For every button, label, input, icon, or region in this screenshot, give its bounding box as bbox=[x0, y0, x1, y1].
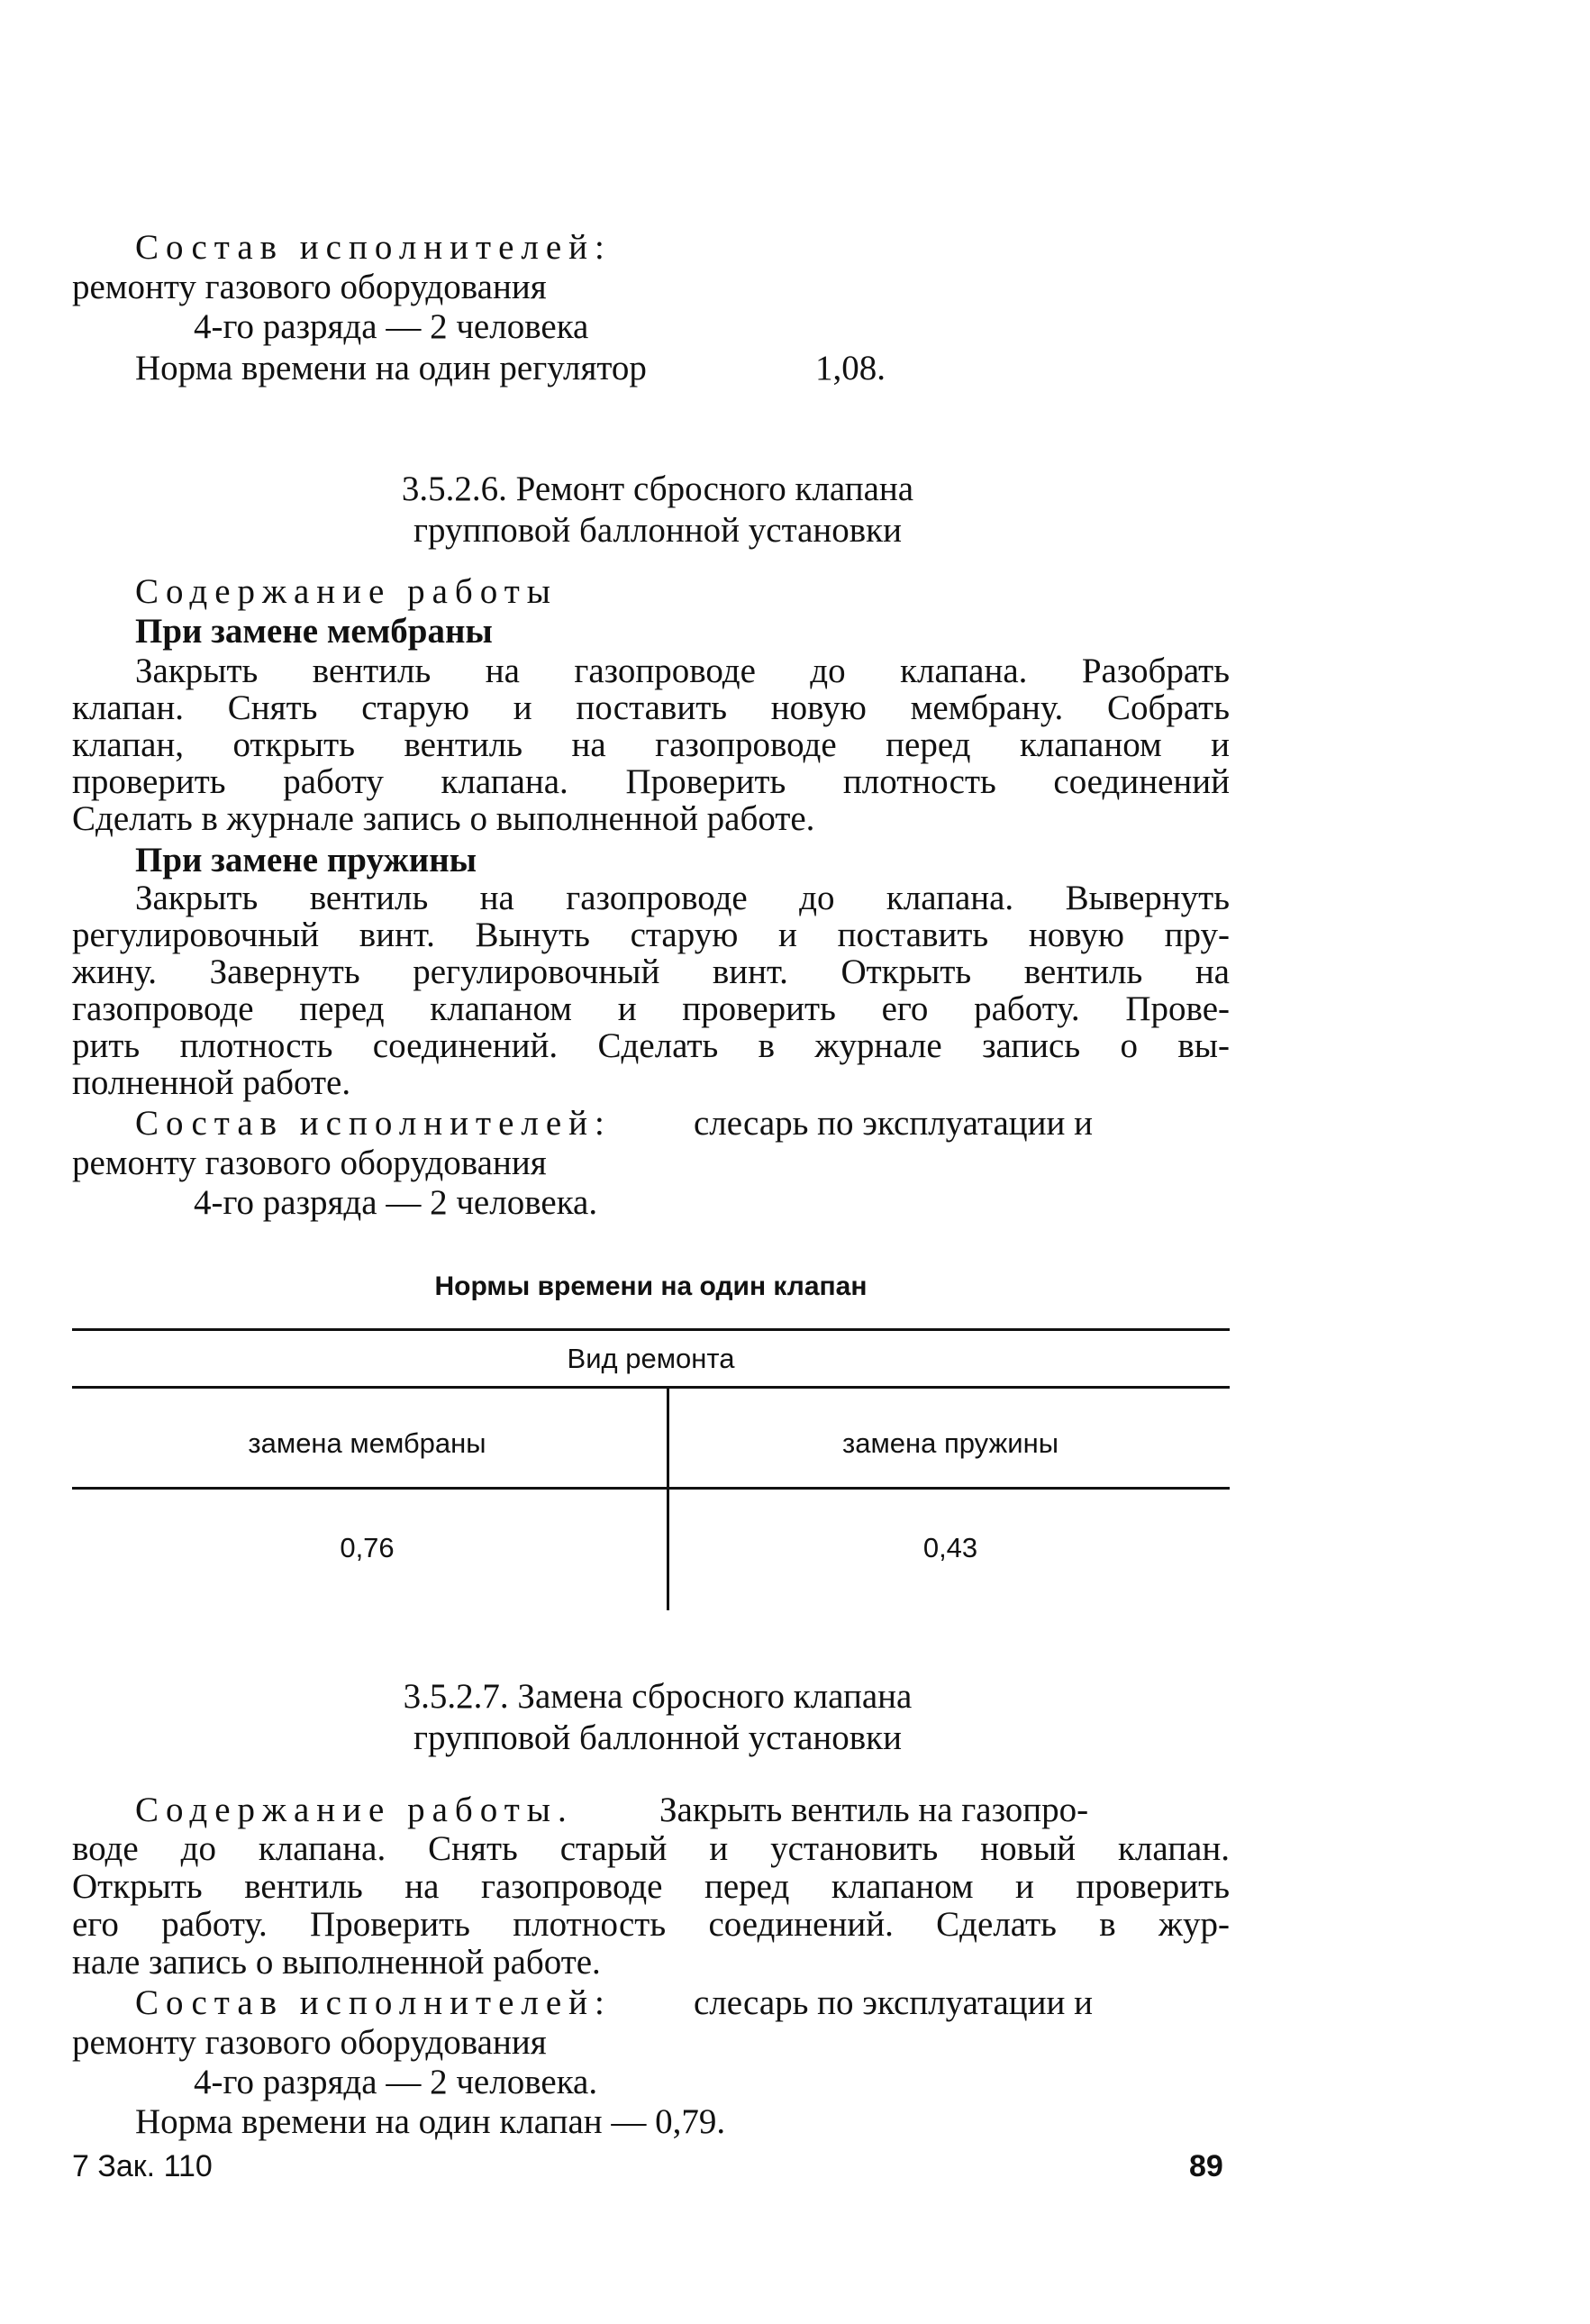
section-3527-content-line: его работу. Проверить плотность соединений. Сделать в жур- bbox=[72, 1905, 1230, 1944]
membrane-line: Закрыть вентиль на газопроводе до клапана. Разобрать bbox=[135, 652, 1230, 690]
section-3527-composition-rest: слесарь по эксплуатации и bbox=[694, 1983, 1094, 2022]
table-top-rule bbox=[72, 1328, 1230, 1331]
section-3527-content-line: нале запись о выполненной работе. bbox=[72, 1943, 601, 1982]
membrane-line: Сделать в журнале запись о выполненной работе. bbox=[72, 799, 815, 838]
spring-line: полненной работе. bbox=[72, 1063, 351, 1102]
section-3527-content-line: Открыть вентиль на газопроводе перед клапаном и проверить bbox=[72, 1867, 1230, 1906]
spring-line: рить плотность соединений. Сделать в журнале запись о вы- bbox=[72, 1026, 1230, 1065]
section-3527-title-line1: 3.5.2.7. Замена сбросного клапана bbox=[403, 1677, 913, 1716]
membrane-line: клапан. Снять старую и поставить новую мембрану. Собрать bbox=[72, 688, 1230, 727]
composition-line-top-3: 4-го разряда — 2 человека bbox=[194, 307, 589, 346]
table-body-rule bbox=[72, 1487, 1230, 1490]
table-value-spring: 0,43 bbox=[922, 1532, 978, 1563]
section-3526-composition-line2: ремонту газового оборудования bbox=[72, 1144, 547, 1182]
spring-line: жину. Завернуть регулировочный винт. Открыть вентиль на bbox=[72, 952, 1230, 991]
section-3527-composition-line2: ремонту газового оборудования bbox=[72, 2023, 547, 2062]
spring-line: Закрыть вентиль на газопроводе до клапана. Вывернуть bbox=[135, 879, 1230, 917]
table-column-divider bbox=[667, 1388, 669, 1610]
membrane-line: клапан, открыть вентиль на газопроводе перед клапаном и bbox=[72, 725, 1230, 764]
table-col-header-spring: замена пружины bbox=[842, 1427, 1058, 1459]
section-3527-content-label: Содержание работы. bbox=[135, 1791, 574, 1829]
section-3526-composition-line3: 4-го разряда — 2 человека. bbox=[194, 1183, 598, 1222]
norm-regulator-text: Норма времени на один регулятор bbox=[135, 349, 647, 387]
spring-line: регулировочный винт. Вынуть старую и поставить новую пру- bbox=[72, 916, 1230, 954]
composition-label-top: Состав исполнителей: bbox=[135, 228, 612, 267]
section-3526-composition-label: Состав исполнителей: bbox=[135, 1104, 612, 1143]
section-3526-content-label: Содержание работы bbox=[135, 572, 558, 611]
membrane-line: проверить работу клапана. Проверить плотность соединений bbox=[72, 762, 1230, 801]
table-col-header-membrane: замена мембраны bbox=[248, 1427, 486, 1459]
section-3527-norm-line: Норма времени на один клапан — 0,79. bbox=[135, 2102, 726, 2141]
table-value-membrane: 0,76 bbox=[340, 1532, 395, 1563]
norms-table-caption: Нормы времени на один клапан bbox=[434, 1271, 868, 1301]
section-3527-composition-label: Состав исполнителей: bbox=[135, 1983, 612, 2022]
membrane-heading: При замене мембраны bbox=[135, 612, 493, 651]
section-3526-composition-rest: слесарь по эксплуатации и bbox=[694, 1104, 1094, 1143]
section-3527-title-line2: групповой баллонной установки bbox=[413, 1718, 903, 1757]
table-group-header: Вид ремонта bbox=[567, 1343, 735, 1374]
spring-line: газопроводе перед клапаном и проверить его работу. Прове- bbox=[72, 989, 1230, 1028]
section-3526-title-line2: групповой баллонной установки bbox=[413, 511, 903, 550]
section-3526-title-line1: 3.5.2.6. Ремонт сбросного клапана bbox=[401, 469, 914, 508]
footer-print-order: 7 Зак. 110 bbox=[72, 2149, 213, 2183]
norm-regulator-value: 1,08. bbox=[815, 349, 886, 387]
composition-line-top-2: ремонту газового оборудования bbox=[72, 268, 547, 306]
table-header-rule bbox=[72, 1386, 1230, 1389]
section-3527-content-line: воде до клапана. Снять старый и установить новый клапан. bbox=[72, 1829, 1230, 1868]
section-3527-composition-line3: 4-го разряда — 2 человека. bbox=[194, 2063, 598, 2101]
spring-heading: При замене пружины bbox=[135, 841, 477, 879]
section-3527-content-first-rest: Закрыть вентиль на газопро- bbox=[659, 1791, 1089, 1829]
page-number: 89 bbox=[1189, 2149, 1223, 2183]
